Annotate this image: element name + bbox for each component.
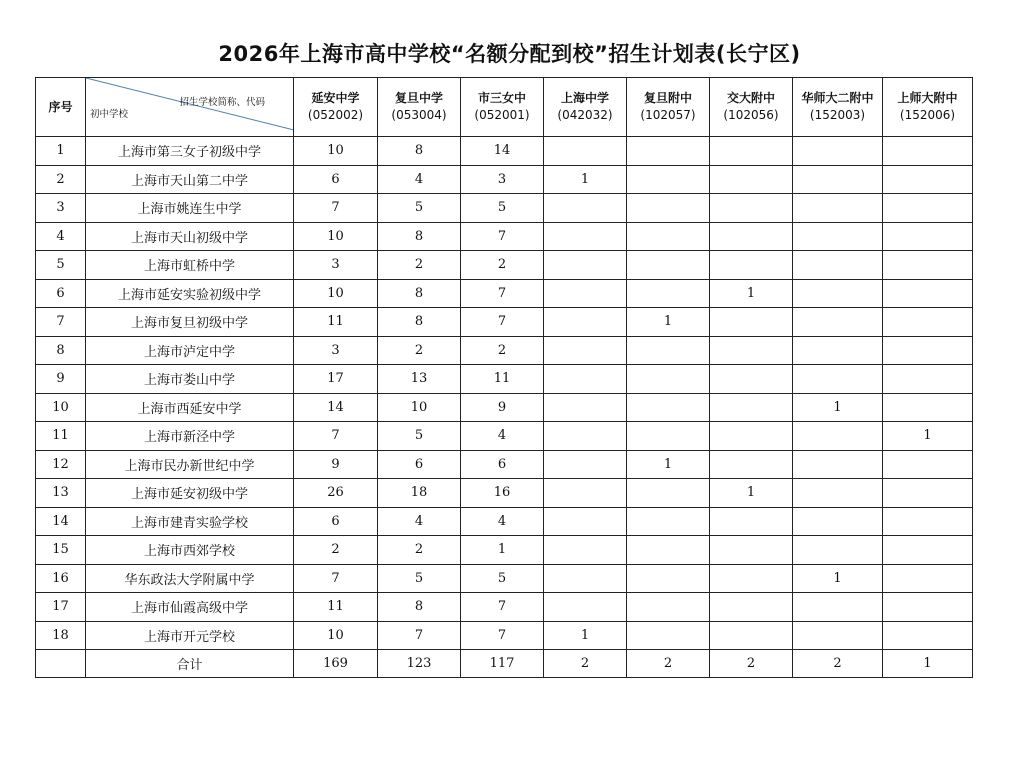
table-row	[36, 365, 973, 394]
row-quota-value: 18	[378, 479, 461, 508]
table-row	[36, 507, 973, 536]
row-quota-value: 5	[461, 194, 544, 223]
row-quota-value: 8	[378, 593, 461, 622]
row-quota-value: 26	[294, 479, 378, 508]
row-quota-value	[883, 336, 973, 365]
row-quota-value: 17	[294, 365, 378, 394]
row-school-name: 上海市建青实验学校	[86, 507, 294, 536]
row-quota-value	[793, 450, 883, 479]
row-quota-value: 1	[627, 450, 710, 479]
row-quota-value	[627, 336, 710, 365]
row-quota-value	[544, 251, 627, 280]
row-school-name: 上海市延安实验初级中学	[86, 279, 294, 308]
row-quota-value	[544, 536, 627, 565]
column-header: 复旦中学 (053004)	[378, 78, 461, 137]
column-header: 上海中学 (042032)	[544, 78, 627, 137]
row-seq: 17	[36, 593, 86, 622]
table-body	[36, 137, 973, 650]
row-quota-value	[710, 165, 793, 194]
row-quota-value: 7	[294, 422, 378, 451]
row-quota-value: 1	[883, 422, 973, 451]
table-row	[36, 422, 973, 451]
row-quota-value	[793, 593, 883, 622]
enrollment-plan-table	[35, 77, 973, 678]
row-quota-value	[793, 422, 883, 451]
row-quota-value	[627, 194, 710, 223]
row-quota-value	[627, 251, 710, 280]
row-school-name: 上海市开元学校	[86, 621, 294, 650]
total-value: 123	[378, 650, 461, 678]
row-quota-value: 7	[461, 222, 544, 251]
row-school-name: 上海市第三女子初级中学	[86, 137, 294, 166]
row-seq: 14	[36, 507, 86, 536]
total-value: 2	[793, 650, 883, 678]
row-quota-value	[883, 165, 973, 194]
row-quota-value: 7	[461, 308, 544, 337]
row-quota-value	[883, 450, 973, 479]
row-quota-value: 13	[378, 365, 461, 394]
row-seq: 7	[36, 308, 86, 337]
row-quota-value: 14	[461, 137, 544, 166]
total-value: 2	[544, 650, 627, 678]
row-quota-value: 1	[544, 621, 627, 650]
row-quota-value: 5	[378, 564, 461, 593]
row-quota-value	[883, 393, 973, 422]
row-seq: 1	[36, 137, 86, 166]
row-quota-value	[883, 621, 973, 650]
row-quota-value: 2	[378, 251, 461, 280]
row-quota-value	[710, 137, 793, 166]
row-quota-value: 6	[294, 165, 378, 194]
row-quota-value: 9	[461, 393, 544, 422]
row-seq: 11	[36, 422, 86, 451]
table-row	[36, 564, 973, 593]
row-quota-value	[793, 137, 883, 166]
table-row	[36, 165, 973, 194]
row-seq: 15	[36, 536, 86, 565]
row-quota-value	[544, 365, 627, 394]
row-seq: 2	[36, 165, 86, 194]
row-quota-value: 1	[710, 279, 793, 308]
row-quota-value: 7	[461, 279, 544, 308]
row-quota-value: 4	[378, 165, 461, 194]
row-quota-value: 5	[378, 194, 461, 223]
row-quota-value	[544, 137, 627, 166]
row-quota-value: 3	[294, 251, 378, 280]
row-quota-value	[883, 251, 973, 280]
total-value: 117	[461, 650, 544, 678]
row-quota-value	[627, 564, 710, 593]
row-quota-value	[793, 536, 883, 565]
row-quota-value: 4	[378, 507, 461, 536]
row-quota-value	[544, 222, 627, 251]
row-quota-value	[710, 336, 793, 365]
total-value: 2	[710, 650, 793, 678]
column-header: 延安中学 (052002)	[294, 78, 378, 137]
row-quota-value: 10	[378, 393, 461, 422]
row-quota-value	[710, 564, 793, 593]
row-quota-value	[627, 137, 710, 166]
row-quota-value: 6	[461, 450, 544, 479]
row-seq: 6	[36, 279, 86, 308]
column-header: 上师大附中 (152006)	[883, 78, 973, 137]
column-header: 交大附中 (102056)	[710, 78, 793, 137]
row-quota-value	[710, 593, 793, 622]
column-header: 市三女中 (052001)	[461, 78, 544, 137]
row-school-name: 上海市新泾中学	[86, 422, 294, 451]
total-seq-cell	[36, 650, 86, 678]
row-school-name: 上海市延安初级中学	[86, 479, 294, 508]
row-quota-value: 4	[461, 422, 544, 451]
row-quota-value: 16	[461, 479, 544, 508]
row-quota-value: 1	[627, 308, 710, 337]
column-header: 华师大二附中 (152003)	[793, 78, 883, 137]
row-seq: 16	[36, 564, 86, 593]
row-seq: 4	[36, 222, 86, 251]
row-quota-value	[544, 422, 627, 451]
row-quota-value	[710, 365, 793, 394]
row-quota-value: 7	[294, 564, 378, 593]
row-quota-value: 11	[294, 308, 378, 337]
row-quota-value	[883, 222, 973, 251]
row-quota-value: 9	[294, 450, 378, 479]
row-quota-value	[793, 165, 883, 194]
column-header: 复旦附中 (102057)	[627, 78, 710, 137]
row-quota-value: 3	[294, 336, 378, 365]
row-quota-value: 1	[544, 165, 627, 194]
row-quota-value	[544, 279, 627, 308]
row-quota-value	[710, 621, 793, 650]
row-quota-value	[544, 194, 627, 223]
row-quota-value	[793, 507, 883, 536]
row-quota-value: 3	[461, 165, 544, 194]
row-quota-value: 10	[294, 222, 378, 251]
diag-top-label: 招生学校简称、代码	[179, 97, 265, 108]
row-quota-value	[627, 593, 710, 622]
row-quota-value	[883, 593, 973, 622]
row-quota-value: 1	[710, 479, 793, 508]
row-school-name: 上海市仙霞高级中学	[86, 593, 294, 622]
row-quota-value	[627, 479, 710, 508]
row-quota-value	[544, 450, 627, 479]
row-school-name: 上海市泸定中学	[86, 336, 294, 365]
row-quota-value: 2	[378, 336, 461, 365]
row-quota-value	[710, 507, 793, 536]
row-quota-value	[627, 621, 710, 650]
row-quota-value: 2	[294, 536, 378, 565]
row-seq: 3	[36, 194, 86, 223]
table-row	[36, 336, 973, 365]
row-quota-value	[627, 365, 710, 394]
row-school-name: 上海市天山第二中学	[86, 165, 294, 194]
table-row	[36, 536, 973, 565]
row-quota-value	[710, 308, 793, 337]
row-quota-value	[544, 593, 627, 622]
row-quota-value	[627, 536, 710, 565]
row-quota-value	[627, 393, 710, 422]
row-quota-value: 7	[294, 194, 378, 223]
table-row	[36, 621, 973, 650]
table-row	[36, 194, 973, 223]
row-quota-value: 8	[378, 222, 461, 251]
row-quota-value: 14	[294, 393, 378, 422]
row-quota-value	[793, 479, 883, 508]
row-quota-value	[883, 279, 973, 308]
row-quota-value: 1	[793, 393, 883, 422]
row-quota-value: 10	[294, 621, 378, 650]
row-quota-value: 11	[294, 593, 378, 622]
row-quota-value: 5	[461, 564, 544, 593]
row-quota-value: 5	[378, 422, 461, 451]
row-quota-value: 11	[461, 365, 544, 394]
row-quota-value	[710, 194, 793, 223]
row-quota-value	[883, 536, 973, 565]
row-quota-value	[627, 222, 710, 251]
seq-header: 序号	[36, 78, 86, 137]
row-school-name: 上海市虹桥中学	[86, 251, 294, 280]
row-quota-value	[883, 507, 973, 536]
row-quota-value: 7	[461, 593, 544, 622]
row-quota-value	[793, 621, 883, 650]
row-quota-value	[544, 336, 627, 365]
row-quota-value	[793, 365, 883, 394]
row-quota-value	[710, 222, 793, 251]
row-school-name: 上海市天山初级中学	[86, 222, 294, 251]
diagonal-header-cell	[86, 78, 294, 137]
row-quota-value: 2	[461, 336, 544, 365]
table-row	[36, 251, 973, 280]
row-seq: 18	[36, 621, 86, 650]
row-quota-value	[793, 308, 883, 337]
row-quota-value	[883, 137, 973, 166]
row-quota-value: 10	[294, 137, 378, 166]
row-school-name: 上海市西郊学校	[86, 536, 294, 565]
row-quota-value	[793, 222, 883, 251]
row-quota-value: 2	[378, 536, 461, 565]
row-quota-value	[544, 564, 627, 593]
row-quota-value: 10	[294, 279, 378, 308]
row-quota-value	[793, 279, 883, 308]
row-quota-value	[883, 365, 973, 394]
row-seq: 10	[36, 393, 86, 422]
row-quota-value: 1	[793, 564, 883, 593]
page-title: 2026年上海市高中学校“名额分配到校”招生计划表(长宁区)	[218, 42, 801, 66]
row-seq: 8	[36, 336, 86, 365]
row-school-name: 上海市娄山中学	[86, 365, 294, 394]
row-seq: 13	[36, 479, 86, 508]
row-school-name: 华东政法大学附属中学	[86, 564, 294, 593]
row-quota-value	[883, 194, 973, 223]
diag-bottom-label: 初中学校	[90, 109, 129, 120]
row-school-name: 上海市西延安中学	[86, 393, 294, 422]
row-quota-value	[627, 507, 710, 536]
row-quota-value	[883, 564, 973, 593]
row-quota-value	[883, 479, 973, 508]
row-quota-value	[710, 422, 793, 451]
row-quota-value: 7	[461, 621, 544, 650]
total-value: 169	[294, 650, 378, 678]
table-row	[36, 593, 973, 622]
row-quota-value	[710, 450, 793, 479]
row-quota-value: 8	[378, 137, 461, 166]
row-seq: 9	[36, 365, 86, 394]
row-school-name: 上海市姚连生中学	[86, 194, 294, 223]
table-row	[36, 393, 973, 422]
row-quota-value	[710, 251, 793, 280]
table-row	[36, 222, 973, 251]
row-quota-value	[544, 393, 627, 422]
row-school-name: 上海市民办新世纪中学	[86, 450, 294, 479]
row-quota-value	[710, 536, 793, 565]
row-seq: 5	[36, 251, 86, 280]
row-quota-value: 7	[378, 621, 461, 650]
row-quota-value: 1	[461, 536, 544, 565]
total-row	[36, 650, 973, 678]
row-quota-value: 6	[294, 507, 378, 536]
row-quota-value	[793, 194, 883, 223]
header-row	[36, 78, 973, 137]
row-quota-value: 4	[461, 507, 544, 536]
row-quota-value: 6	[378, 450, 461, 479]
table-row	[36, 450, 973, 479]
total-value: 1	[883, 650, 973, 678]
row-quota-value: 8	[378, 279, 461, 308]
row-quota-value	[627, 165, 710, 194]
table-row	[36, 279, 973, 308]
row-quota-value	[883, 308, 973, 337]
row-quota-value	[627, 279, 710, 308]
row-quota-value: 2	[461, 251, 544, 280]
total-label: 合计	[86, 650, 294, 678]
total-value: 2	[627, 650, 710, 678]
row-quota-value: 8	[378, 308, 461, 337]
table-row	[36, 137, 973, 166]
row-seq: 12	[36, 450, 86, 479]
row-quota-value	[793, 251, 883, 280]
row-quota-value	[710, 393, 793, 422]
row-quota-value	[793, 336, 883, 365]
row-school-name: 上海市复旦初级中学	[86, 308, 294, 337]
table-row	[36, 479, 973, 508]
row-quota-value	[627, 422, 710, 451]
table-row	[36, 308, 973, 337]
row-quota-value	[544, 479, 627, 508]
row-quota-value	[544, 507, 627, 536]
row-quota-value	[544, 308, 627, 337]
